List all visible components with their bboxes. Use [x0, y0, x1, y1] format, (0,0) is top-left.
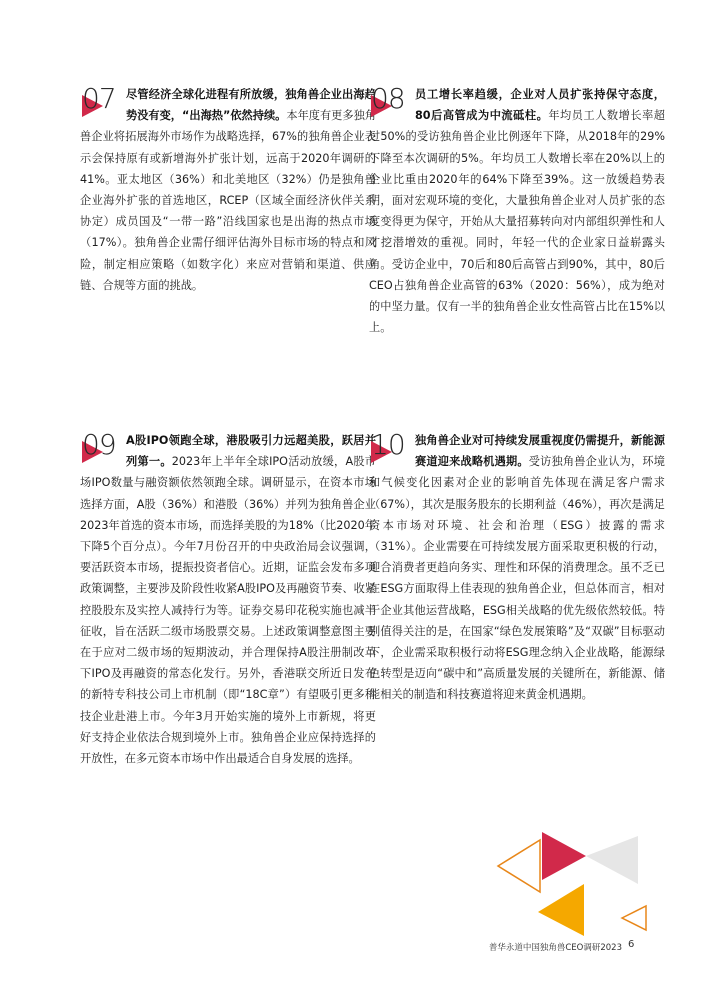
section-10	[369, 430, 665, 706]
section-lead: A股IPO领跑全球，港股吸引力远超美股，跃居并列第一。	[126, 434, 376, 469]
section-body: 2023年上半年全球IPO活动放缓，A股市场IPO数量与融资额依然领跑全球。调研显示，在资本市场选择方面，A股（36%）和港股（36%）并列为独角兽企业2023年首选的资本市场，而选择美股的为18%（比2020年下降5个百分点）。今年7月份召开的中央政治局会议强调，要活跃资本市场，提振投资者信心。近期，证监会发布多项政策调整，主要涉及阶段性收紧A股IPO及再融资节奏、收紧控股股东及实控人减持行为等。证券交易印花税实施也减半征收，旨在活跃二级市场股票交易。上述政策调整意图主要在于应对二级市场的短期波动，并合理保持A股注册制改革下IPO及再融资的常态化发行。另外，香港联交所近日发布的新特专科技公司上市机制（即“18C章”）有望吸引更多科技企业赴港上市。今年3月开始实施的境外上市新规，将更好支持企业依法合规到境外上市。独角兽企业应保持选择的开放性，在多元资本市场中作出最适合自身发展的选择。	[80, 455, 376, 766]
section-number-07: 07	[82, 82, 116, 115]
section-07	[80, 84, 376, 296]
section-number-09: 09	[82, 428, 116, 461]
section-09	[80, 430, 376, 769]
section-number-10: 10	[371, 428, 405, 461]
decorative-triangles-graphic	[490, 828, 650, 938]
footer-title: 普华永道中国独角兽CEO调研2023	[488, 943, 622, 953]
gray-triangle-icon	[586, 836, 638, 884]
section-lead: 尽管经济全球化进程有所放缓，独角兽企业出海趋势没有变，“出海热”依然持续。	[126, 88, 376, 123]
section-08	[369, 84, 665, 338]
outline-triangle-small-icon	[622, 906, 646, 930]
section-body: 受访独角兽企业认为，环境和气候变化因素对企业的影响首先体现在满足客户需求（67%），其次是服务股东的长期利益（46%），再次是满足资本市场对环境、社会和治理（ESG）披露的需求（31%）。企业需要在可持续发展方面采取更积极的行动，迎合消费者更趋向务实、理性和环保的消费理念。虽不乏已在ESG方面取得上佳表现的独角兽企业，但总体而言，相对于企业其他运营战略，ESG相关战略的优先级依然较低。特别值得关注的是，在国家“绿色发展策略”及“双碳”目标驱动下，企业需采取积极行动将ESG理念纳入企业战略，能源绿色转型是迈向“碳中和”高质量发展的关键所在，新能源、储能相关的制造和科技赛道将迎来黄金机遇期。	[369, 455, 665, 702]
section-body: 年均员工人数增长率超过50%的受访独角兽企业比例逐年下降，从2018年的29%下降至本次调研的5%。年均员工人数增长率在20%以上的企业比重由2020年的64%下降至39%。这一放缓趋势表明，面对宏观环境的变化，大量独角兽企业对人员扩张的态度变得更为保守，开始从大量招募转向对内部组织弹性和人才挖潜增效的重视。同时，年轻一代的企业家日益崭露头角。受访企业中，70后和80后高管占到90%，其中，80后CEO占独角兽企业高管的63%（2020：56%），成为绝对的中坚力量。仅有一半的独角兽企业女性高管占比在15%以上。	[369, 109, 665, 335]
section-paragraph	[80, 84, 376, 296]
section-paragraph	[369, 84, 665, 338]
page-number: 6	[628, 939, 635, 950]
section-paragraph	[369, 430, 665, 706]
red-triangle-icon	[542, 832, 586, 880]
section-lead: 员工增长率趋缓，企业对人员扩张持保守态度，80后高管成为中流砥柱。	[415, 88, 665, 123]
outline-triangle-icon	[498, 840, 540, 892]
section-body: 本年度有更多独角兽企业将拓展海外市场作为战略选择，67%的独角兽企业表示会保持原有或新增海外扩张计划，远高于2020年调研的41%。亚太地区（36%）和北美地区（32%）仍是独角兽企业海外扩张的首选地区，RCEP（区域全面经济伙伴关系协定）成员国及“一带一路”沿线国家也是出海的热点市场（17%）。独角兽企业需仔细评估海外目标市场的特点和风险，制定相应策略（如数字化）来应对营销和渠道、供应链、合规等方面的挑战。	[80, 109, 376, 292]
section-lead: 独角兽企业对可持续发展重视度仍需提升，新能源赛道迎来战略机遇期。	[415, 434, 665, 469]
section-paragraph	[80, 430, 376, 769]
section-number-08: 08	[371, 82, 405, 115]
yellow-triangle-icon	[538, 884, 584, 936]
